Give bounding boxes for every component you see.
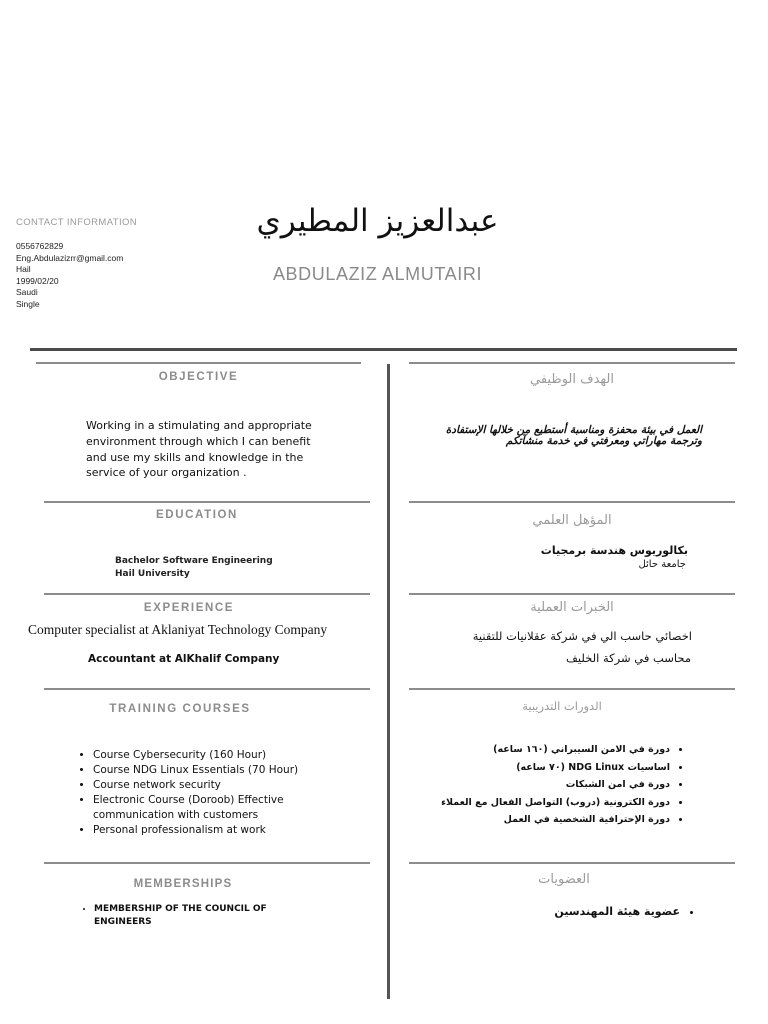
education-details-ar xyxy=(450,544,688,572)
main-divider xyxy=(30,348,737,351)
rule-experience-left xyxy=(44,593,370,595)
name-arabic: عبدالعزيز المطيري xyxy=(256,203,499,239)
training-item-ar: • دورة الإحترافية الشخصية في العمل xyxy=(440,811,670,829)
contact-phone: 0556762829 xyxy=(16,241,64,251)
rule-training-right xyxy=(409,688,735,690)
objective-title: OBJECTIVE xyxy=(158,371,239,383)
training-item-ar: • اساسيات NDG Linux (٧٠ ساعه) xyxy=(440,759,670,777)
rule-objective-left xyxy=(36,362,361,364)
training-title: TRAINING COURSES xyxy=(109,703,251,715)
experience-item-1-ar: اخصائي حاسب الي في شركة عقلانيات للتقنية xyxy=(472,629,692,643)
rule-education-right xyxy=(409,501,735,503)
memberships-title-ar: العضويات xyxy=(538,872,590,887)
membership-item-ar: • عضوية هيئة المهندسين xyxy=(480,903,680,921)
education-title: EDUCATION xyxy=(156,509,238,521)
education-details xyxy=(115,555,273,580)
experience-title: EXPERIENCE xyxy=(143,602,235,614)
contact-city: Hail xyxy=(16,264,31,275)
training-item: • Course Cybersecurity (160 Hour) xyxy=(93,748,338,763)
contact-title: CONTACT INFORMATION xyxy=(16,217,138,228)
experience-item-2: Accountant at AlKhalif Company xyxy=(88,653,280,665)
training-item: • Course NDG Linux Essentials (70 Hour) xyxy=(93,763,338,778)
training-item: • Personal professionalism at work xyxy=(93,823,338,838)
training-title-ar: الدورات التدريبية xyxy=(522,699,602,713)
training-item-ar: • دورة في الامن السيبراني (١٦٠ ساعه) xyxy=(440,741,670,759)
education-degree-ar: بكالوريوس هندسة برمجيات xyxy=(540,544,688,557)
education-title-ar: المؤهل العلمي xyxy=(532,513,612,528)
objective-title-ar: الهدف الوظيفي xyxy=(530,372,614,387)
rule-experience-right xyxy=(409,593,735,595)
experience-item-2-ar: محاسب في شركة الخليف xyxy=(566,651,691,665)
contact-nationality: Saudi xyxy=(16,287,38,298)
contact-birth-date: 1999/02/20 xyxy=(16,275,59,286)
training-list xyxy=(75,748,338,838)
education-degree: Bachelor Software Engineering xyxy=(115,556,273,566)
rule-objective-right xyxy=(409,362,735,364)
objective-text: Working in a stimulating and appropriate environment through which I can benefit and use my skills and knowledge in the service of your organization . xyxy=(86,419,312,480)
training-item-ar: • دورة الكترونية (دروب) التواصل الفعال مع العملاء xyxy=(440,794,670,812)
rule-education-left xyxy=(44,501,370,503)
experience-title-ar: الخبرات العملية xyxy=(530,600,614,615)
training-item: • Course network security xyxy=(93,778,338,793)
education-university: Hail University xyxy=(115,568,190,579)
rule-memberships-right xyxy=(409,862,735,864)
contact-list xyxy=(16,241,123,311)
memberships-list xyxy=(76,903,314,929)
memberships-list-ar xyxy=(480,903,700,921)
membership-item: • MEMBERSHIP OF THE COUNCIL OF ENGINEERS xyxy=(94,903,314,929)
training-list-ar xyxy=(440,741,690,829)
name-english: ABDULAZIZ ALMUTAIRI xyxy=(272,264,483,284)
rule-memberships-left xyxy=(44,862,370,864)
training-item-ar: • دورة في امن الشبكات xyxy=(440,776,670,794)
education-university-ar: جامعة حائل xyxy=(638,559,686,570)
training-item: • Electronic Course (Doroob) Effective communication with customers xyxy=(93,793,338,823)
column-divider xyxy=(387,364,390,999)
experience-item-1: Computer specialist at Aklaniyat Technology Company xyxy=(28,622,328,637)
rule-training-left xyxy=(44,688,370,690)
contact-email: Eng.Abdulazizrr@gmail.com xyxy=(16,252,124,263)
contact-status: Single xyxy=(16,298,40,309)
memberships-title: MEMBERSHIPS xyxy=(133,878,233,890)
objective-text-ar: العمل في بيئة محفزة ومناسبة أستطيع من خلالها الإستفادة وترجمة مهاراتي ومعرفتي في خدمة منشآتكم xyxy=(445,424,702,447)
